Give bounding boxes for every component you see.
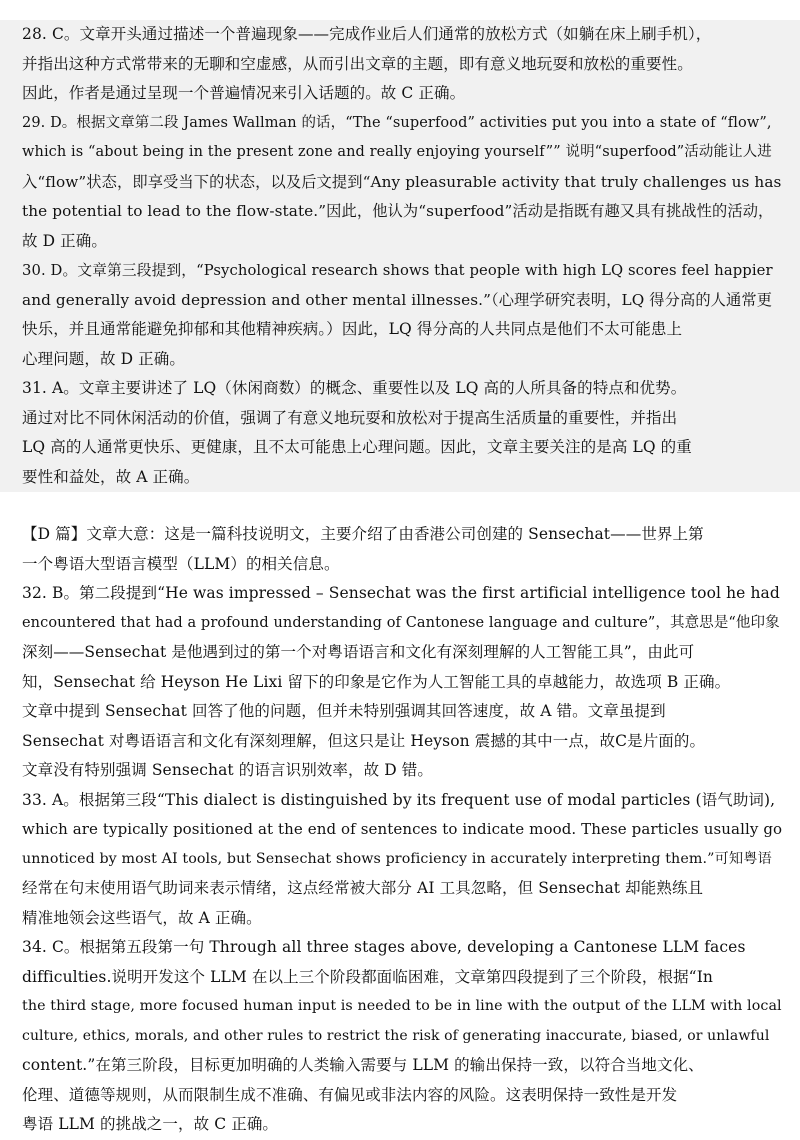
text-line: the potential to lead to the flow-state.”因此，他认为“superfood”活动是指既有趣又具有挑战性的活动， — [22, 202, 774, 220]
text-line: 文章没有特别强调 Sensechat 的语言识别效率，故 D 错。 — [22, 761, 433, 779]
text-line: 31. A。文章主要讲述了 LQ（休闲商数）的概念、重要性以及 LQ 高的人所具备的特点和优势。 — [22, 379, 687, 397]
answer-30 — [22, 256, 782, 374]
text-line: 28. C。文章开头通过描述一个普遍现象——完成作业后人们通常的放松方式（如躺在床上刷手机）， — [22, 25, 712, 43]
text-line: 精准地领会这些语气，故 A 正确。 — [22, 908, 262, 927]
text-line: 33. A。根据第三段“This dialect is distinguished by its frequent use of modal particles (语气助词), — [22, 790, 776, 809]
text-line: 故 D 正确。 — [22, 231, 107, 250]
text-line: 经常在句末使用语气助词来表示情绪，这点经常被大部分 AI 工具忽略，但 Sensechat 却能熟练且 — [22, 879, 704, 897]
text-line: encountered that had a profound understanding of Cantonese language and culture”，其意思是“他印象 — [22, 614, 780, 631]
text-line: 【D 篇】文章大意：这是一篇科技说明文，主要介绍了由香港公司创建的 Sensechat——世界上第 — [22, 525, 704, 543]
text-line: 29. D。根据文章第二段 James Wallman 的话，“The “superfood” activities put you into a state of “flow”, — [22, 114, 772, 131]
answer-31 — [22, 374, 782, 492]
text-line: unnoticed by most AI tools, but Sensechat shows proficiency in accurately interpreting them.”可知粤语 — [22, 850, 772, 867]
text-line: Sensechat 对粤语语言和文化有深刻理解，但这只是让 Heyson 震撼的其中一点，故C是片面的。 — [22, 731, 706, 750]
text-line: which are typically positioned at the end of sentences to indicate mood. These particles usually go — [22, 820, 783, 838]
answer-33 — [22, 786, 782, 934]
answer-29 — [22, 109, 782, 257]
section-d-summary — [22, 520, 782, 579]
text-line: 入“flow”状态，即享受当下的状态，以及后文提到“Any pleasurable activity that truly challenges us has — [22, 172, 782, 191]
text-line: 一个粤语大型语言模型（LLM）的相关信息。 — [22, 554, 340, 573]
text-line: the third stage, more focused human input is needed to be in line with the output of the LLM with local — [22, 998, 782, 1014]
section-c-band — [0, 20, 800, 492]
text-line: LQ 高的人通常更快乐、更健康，且不太可能患上心理问题。因此，文章主要关注的是高 LQ 的重 — [22, 438, 692, 456]
text-line: 30. D。文章第三段提到，“Psychological research shows that people with high LQ scores feel happier — [22, 262, 773, 279]
text-line: 通过对比不同休闲活动的价值，强调了有意义地玩耍和放松对于提高生活质量的重要性，并指出 — [22, 408, 678, 427]
section-gap — [22, 492, 782, 520]
text-line: 34. C。根据第五段第一句 Through all three stages above, developing a Cantonese LLM faces — [22, 938, 746, 956]
text-line: and generally avoid depression and other mental illnesses.”（心理学研究表明，LQ 得分高的人通常更 — [22, 290, 773, 309]
text-line: 文章中提到 Sensechat 回答了他的问题，但并未特别强调其回答速度，故 A 错。文章虽提到 — [22, 702, 666, 720]
text-line: 深刻——Sensechat 是他遇到过的第一个对粤语语言和文化有深刻理解的人工智能工具”，由此可 — [22, 643, 695, 661]
answer-32 — [22, 579, 782, 786]
text-line: culture, ethics, morals, and other rules to restrict the risk of generating inaccurate, biased, or unlawful — [22, 1027, 770, 1044]
text-line: 知，Sensechat 给 Heyson He Lixi 留下的印象是它作为人工智能工具的卓越能力，故选项 B 正确。 — [22, 672, 731, 691]
text-line: 粤语 LLM 的挑战之一，故 C 正确。 — [22, 1115, 279, 1133]
text-line: 因此，作者是通过呈现一个普遍情况来引入话题的。故 C 正确。 — [22, 84, 466, 102]
text-line: which is “about being in the present zone and really enjoying yourself”” 说明“superfood”活动能让人进 — [22, 144, 772, 160]
text-line: 快乐，并且通常能避免抑郁和其他精神疾病。）因此，LQ 得分高的人共同点是他们不太可能患上 — [22, 320, 683, 338]
text-line: 32. B。第二段提到“He was impressed – Sensechat was the first artificial intelligence tool he had — [22, 584, 780, 602]
text-line: difficulties.说明开发这个 LLM 在以上三个阶段都面临困难，文章第四段提到了三个阶段，根据“In — [22, 967, 714, 986]
answer-34 — [22, 933, 782, 1140]
text-line: 心理问题，故 D 正确。 — [22, 349, 185, 368]
text-line: 要性和益处，故 A 正确。 — [22, 467, 200, 486]
text-line: 并指出这种方式常带来的无聊和空虚感，从而引出文章的主题，即有意义地玩耍和放松的重要性。 — [22, 54, 693, 73]
text-line: content.”在第三阶段，目标更加明确的人类输入需要与 LLM 的输出保持一致，以符合当地文化、 — [22, 1056, 704, 1074]
answer-28 — [22, 20, 782, 109]
text-line: 伦理、道德等规则，从而限制生成不准确、有偏见或非法内容的风险。这表明保持一致性是开发 — [22, 1085, 678, 1104]
